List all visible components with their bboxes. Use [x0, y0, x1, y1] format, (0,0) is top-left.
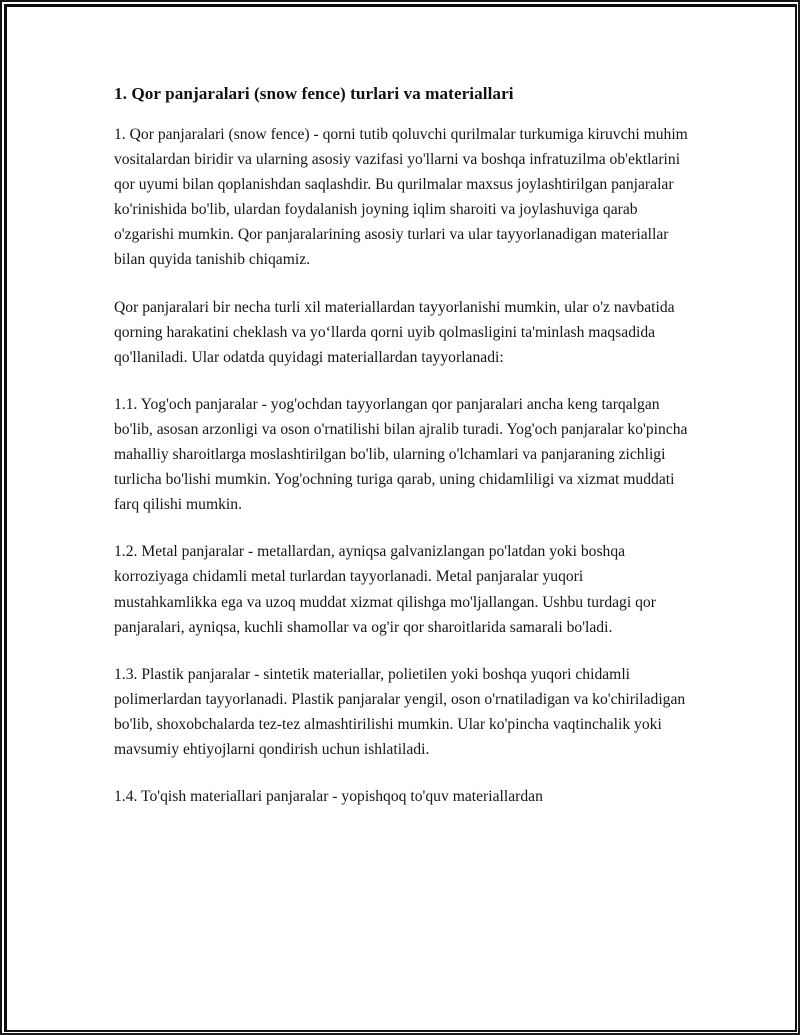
paragraph-section-1-4-woven: 1.4. To'qish materiallari panjaralar - yopishqoq to'quv materiallardan	[114, 788, 543, 806]
paragraph-section-1-1-wood: 1.1. Yog'och panjaralar - yog'ochdan tayyorlangan qor panjaralari ancha keng tarqalgan bo'lib, asosan arzonligi va oson o'rnatilishi bilan ajralib turadi. Yog'och panjaralar ko'pincha mahalliy sharoitlarga moslashtirilgan bo'lib, ularning o'lchamlari va panjaraning zichligi turlicha bo'lishi mumkin. Yog'ochning turiga qarab, uning chidamliligi va xizmat muddati farq qilishi mumkin.	[114, 395, 688, 514]
paragraph-section-1-2-metal: 1.2. Metal panjaralar - metallardan, ayniqsa galvanizlangan po'latdan yoki boshqa korroziyaga chidamli metal turlardan tayyorlanadi. Metal panjaralar yuqori mustahkamlikka ega va uzoq muddat xizmat qilishga mo'ljallangan. Ushbu turdagi qor panjaralari, ayniqsa, kuchli shamollar va og'ir qor sharoitlarida samarali bo'ladi.	[114, 543, 656, 636]
document-text-body	[114, 82, 690, 809]
paragraph-section-1-3-plastic: 1.3. Plastik panjaralar - sintetik materiallar, polietilen yoki boshqa yuqori chidamli polimerlardan tayyorlanadi. Plastik panjaralar yengil, oson o'rnatiladigan va ko'chiriladigan bo'lib, shoxobchalarda tez-tez almashtirilishi mumkin. Ular ko'pincha vaqtinchalik yoki mavsumiy ehtiyojlarni qondirish uchun ishlatiladi.	[114, 665, 686, 758]
page-inner-border	[4, 4, 797, 1032]
page-border-gap	[2, 2, 798, 1033]
page-title: 1. Qor panjaralari (snow fence) turlari va materiallari	[114, 84, 514, 103]
document-page	[7, 7, 795, 1030]
paragraph-materials-overview: Qor panjaralari bir necha turli xil materiallardan tayyorlanishi mumkin, ular o'z navbatida qorning harakatini cheklash va yoʻllarda qorni uyib qolmasligini ta'minlash maqsadida qo'llaniladi. Ular odatda quyidagi materiallardan tayyorlanadi:	[114, 298, 675, 366]
paragraph-intro: 1. Qor panjaralari (snow fence) - qorni tutib qoluvchi qurilmalar turkumiga kiruvchi muhim vositalardan biridir va ularning asosiy vazifasi yo'llarni va boshqa infratuzilma ob'ektlarini qor uyumi bilan qoplanishdan saqlashdir. Bu qurilmalar maxsus joylashtirilgan panjaralar ko'rinishida bo'lib, ulardan foydalanish joyning iqlim sharoiti va joylashuviga qarab o'zgarishi mumkin. Qor panjaralarining asosiy turlari va ular tayyorlanadigan materiallar bilan quyida tanishib chiqamiz.	[114, 126, 688, 269]
